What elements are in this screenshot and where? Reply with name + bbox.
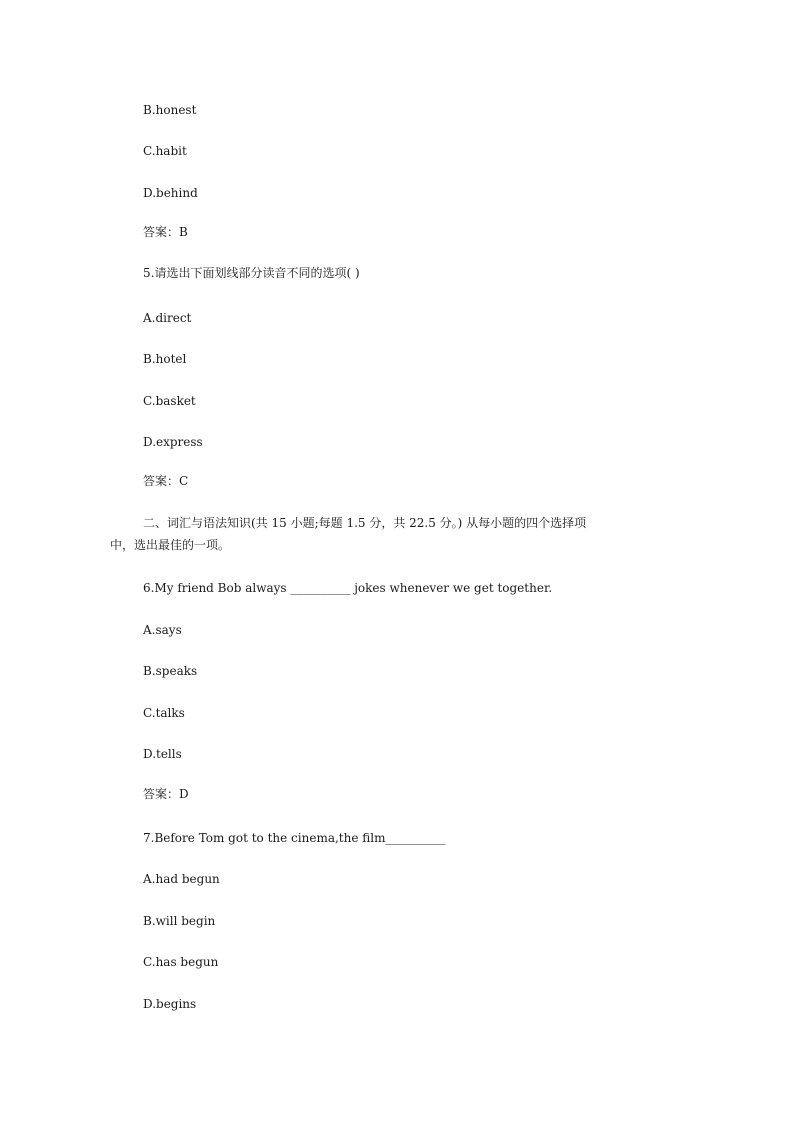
q5-question: 5.请选出下面划线部分读音不同的选项( ) (143, 266, 360, 280)
q4-answer: 答案：B (143, 225, 188, 239)
q6-option-c: C.talks (143, 706, 185, 720)
q7-question: 7.Before Tom got to the cinema,the film__________ (143, 831, 446, 845)
q7-option-d: D.begins (143, 997, 197, 1011)
section2-heading-line1: 二、词汇与语法知识(共 15 小题;每题 1.5 分，共 22.5 分。) 从每小题的四个选择项 (143, 516, 587, 530)
q6-option-b: B.speaks (143, 664, 198, 678)
q5-option-b: B.hotel (143, 352, 187, 366)
section2-heading-line2: 中，选出最佳的一项。 (110, 538, 231, 552)
q6-question: 6.My friend Bob always __________ jokes whenever we get together. (143, 581, 553, 595)
q5-option-a: A.direct (143, 311, 192, 325)
q5-answer: 答案：C (143, 474, 189, 488)
q6-option-a: A.says (143, 623, 182, 637)
q7-option-a: A.had begun (143, 872, 220, 886)
section2-heading (110, 512, 670, 556)
q7-option-b: B.will begin (143, 914, 216, 928)
q6-option-d: D.tells (143, 747, 182, 761)
q4-option-c: C.habit (143, 144, 187, 158)
q4-option-b: B.honest (143, 103, 197, 117)
q5-option-c: C.basket (143, 394, 196, 408)
q6-answer: 答案：D (143, 787, 189, 801)
q5-option-d: D.express (143, 435, 203, 449)
q7-option-c: C.has begun (143, 955, 219, 969)
q4-option-d: D.behind (143, 186, 198, 200)
